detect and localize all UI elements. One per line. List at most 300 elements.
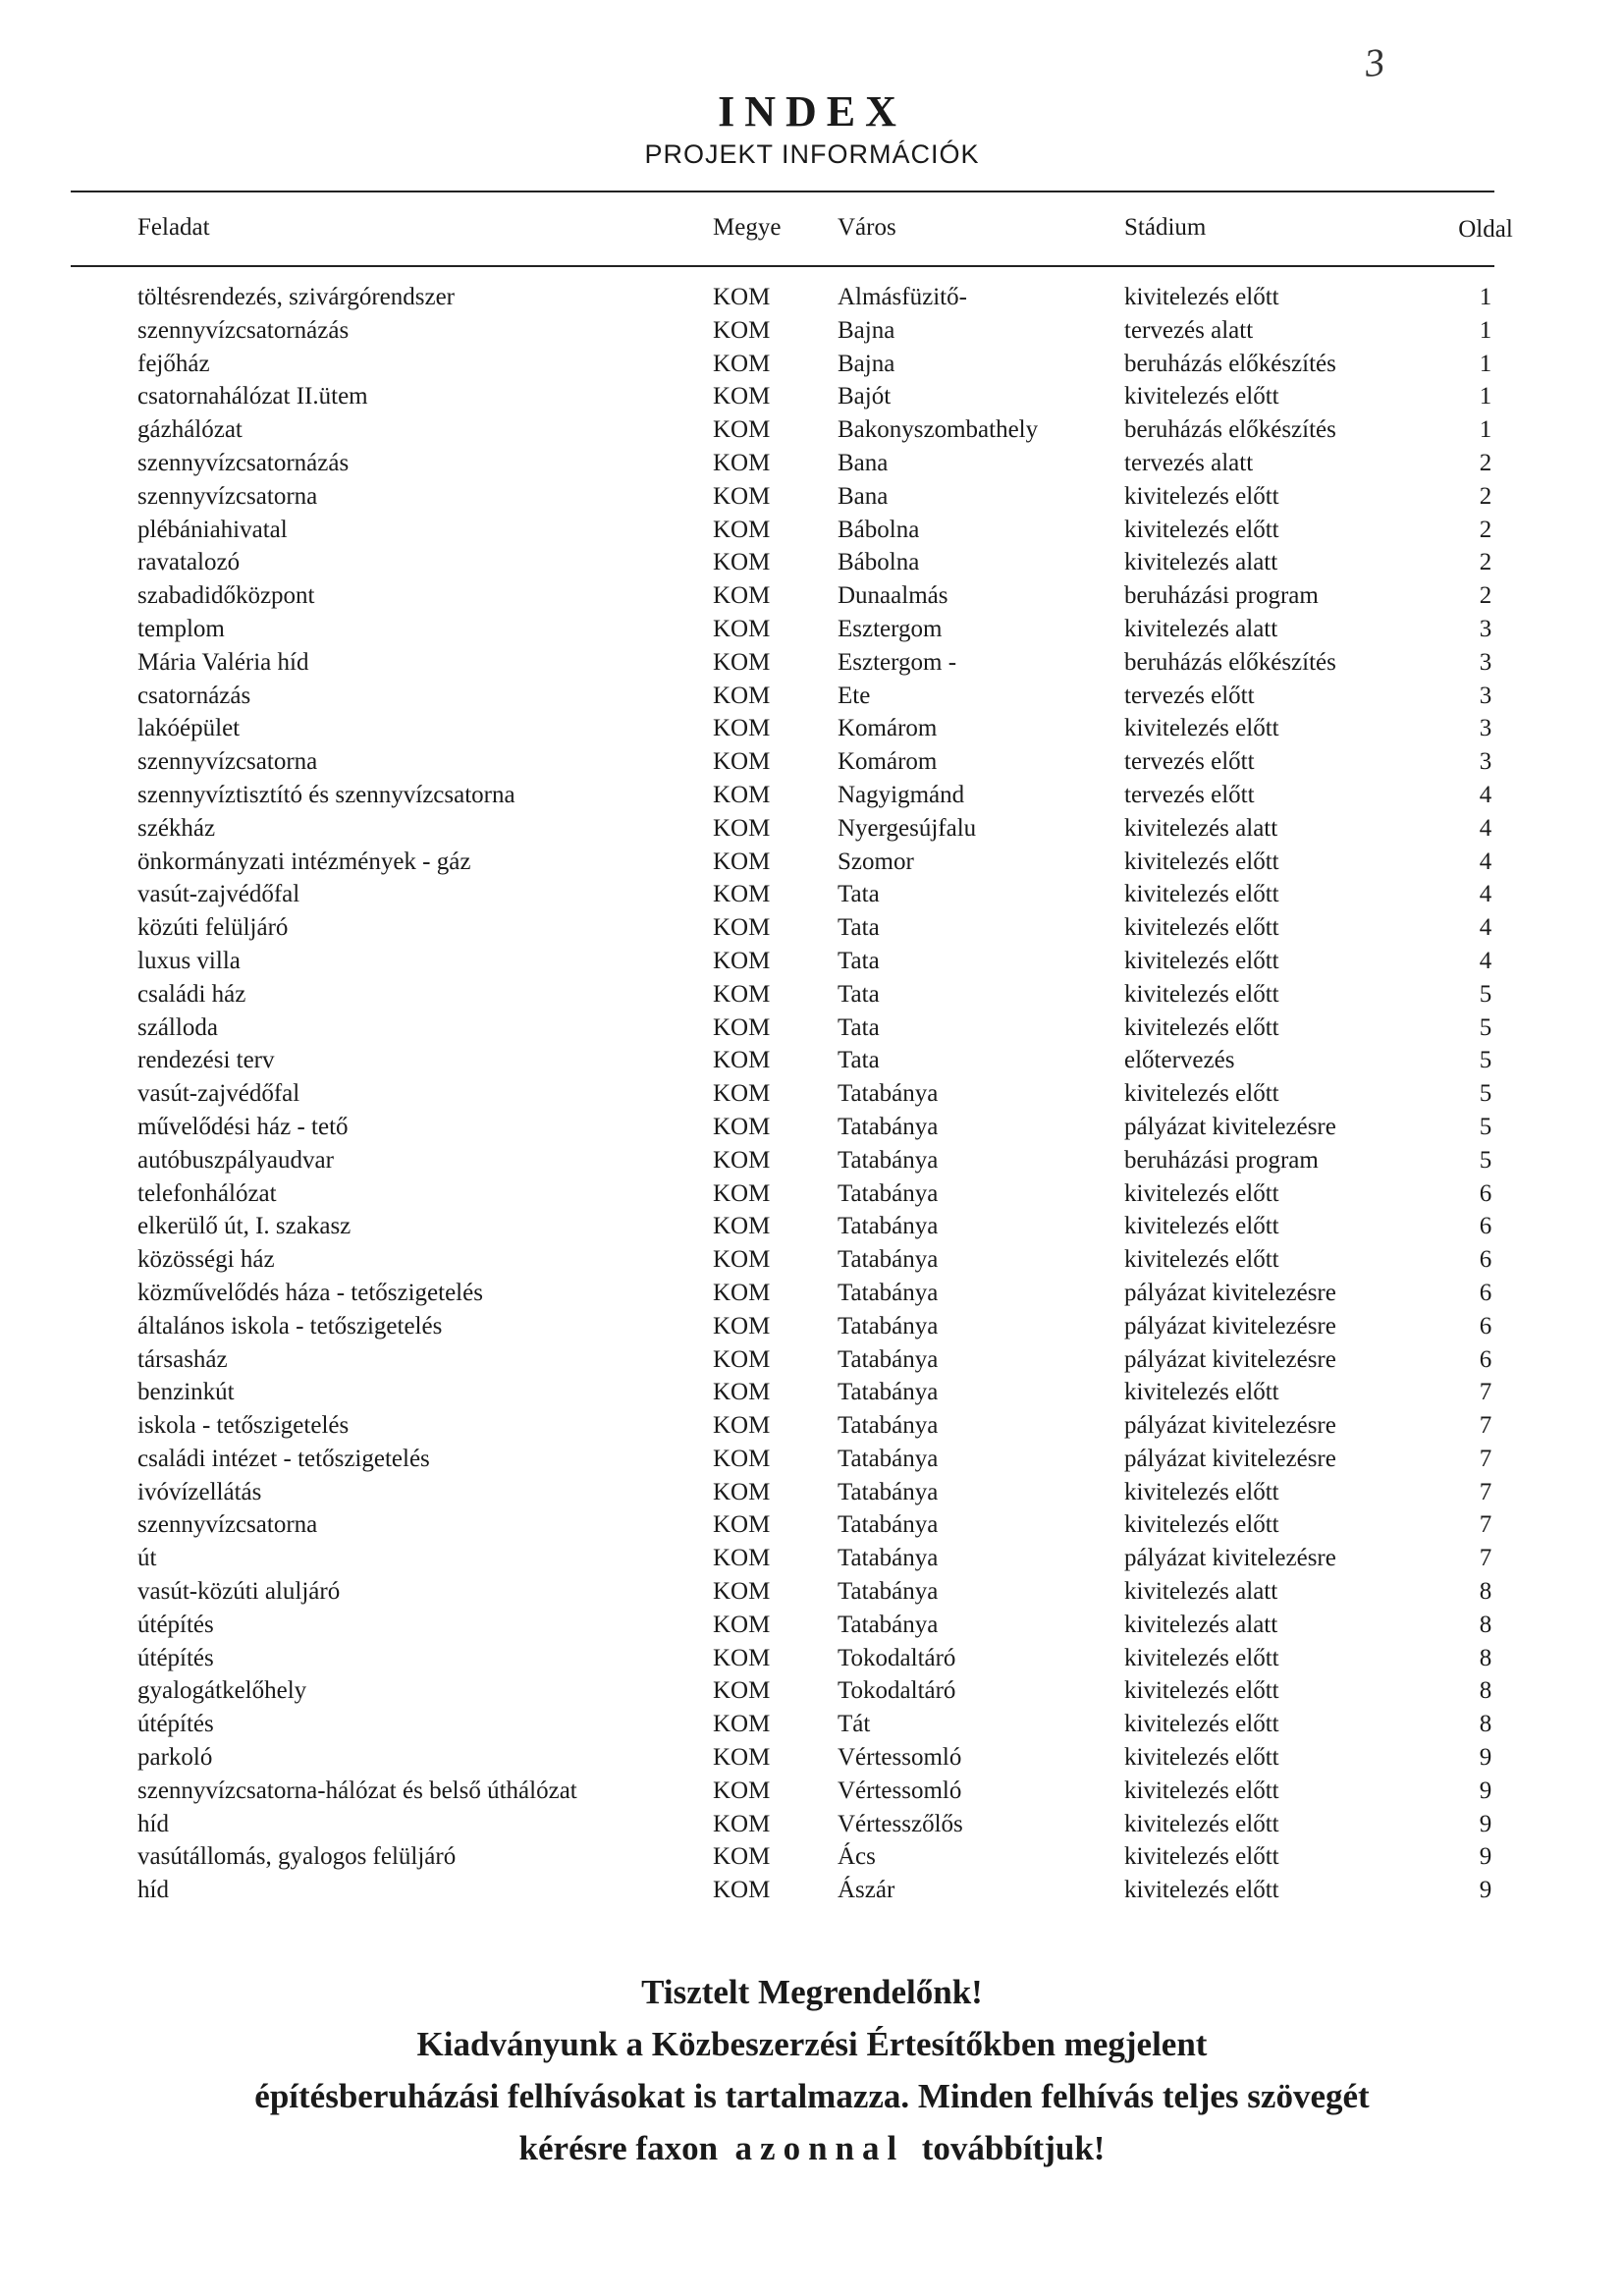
table-row <box>0 1011 1624 1045</box>
cell-feladat: művelődési ház - tető <box>137 1113 349 1140</box>
cell-varos: Tatabánya <box>838 1545 939 1572</box>
cell-oldal: 1 <box>1479 416 1492 444</box>
table-row <box>0 945 1624 978</box>
cell-feladat: híd <box>137 1810 169 1837</box>
notice-block <box>0 1966 1624 2174</box>
table-row <box>0 314 1624 348</box>
header-top-rule <box>71 191 1494 192</box>
table-row <box>0 1642 1624 1675</box>
cell-megye: KOM <box>713 1545 771 1572</box>
cell-feladat: útépítés <box>137 1711 214 1738</box>
cell-varos: Esztergom - <box>838 648 957 676</box>
cell-varos: Tatabánya <box>838 1478 939 1505</box>
cell-oldal: 2 <box>1479 449 1492 476</box>
cell-varos: Tatabánya <box>838 1578 939 1606</box>
cell-oldal: 4 <box>1479 947 1492 974</box>
cell-stadium: kivitelezés alatt <box>1124 1578 1278 1606</box>
cell-stadium: kivitelezés alatt <box>1124 814 1278 842</box>
cell-oldal: 8 <box>1479 1644 1492 1671</box>
cell-oldal: 1 <box>1479 316 1492 344</box>
cell-stadium: kivitelezés alatt <box>1124 549 1278 576</box>
cell-varos: Tatabánya <box>838 1611 939 1638</box>
cell-oldal: 9 <box>1479 1843 1492 1871</box>
cell-feladat: szennyvízcsatorna <box>137 1511 318 1539</box>
cell-stadium: tervezés előtt <box>1124 682 1255 709</box>
cell-oldal: 6 <box>1479 1179 1492 1207</box>
table-row <box>0 978 1624 1011</box>
cell-megye: KOM <box>713 682 771 709</box>
table-row <box>0 1874 1624 1907</box>
cell-stadium: kivitelezés előtt <box>1124 1379 1279 1406</box>
cell-oldal: 9 <box>1479 1877 1492 1904</box>
cell-feladat: szennyvízcsatorna-hálózat és belső úthálózat <box>137 1777 577 1804</box>
table-row <box>0 380 1624 413</box>
cell-oldal: 8 <box>1479 1677 1492 1705</box>
cell-megye: KOM <box>713 1080 771 1108</box>
cell-stadium: kivitelezés előtt <box>1124 383 1279 410</box>
cell-stadium: kivitelezés előtt <box>1124 1843 1279 1871</box>
table-row <box>0 1310 1624 1343</box>
cell-oldal: 5 <box>1479 1013 1492 1041</box>
cell-feladat: szabadidőközpont <box>137 582 315 610</box>
table-row <box>0 1243 1624 1277</box>
cell-varos: Dunaalmás <box>838 582 948 610</box>
table-row <box>0 514 1624 547</box>
cell-megye: KOM <box>713 1843 771 1871</box>
cell-megye: KOM <box>713 1744 771 1772</box>
notice-line-4 <box>0 2122 1624 2174</box>
cell-varos: Tát <box>838 1711 871 1738</box>
table-row <box>0 480 1624 514</box>
cell-oldal: 6 <box>1479 1246 1492 1274</box>
cell-megye: KOM <box>713 1777 771 1804</box>
cell-varos: Bana <box>838 449 889 476</box>
cell-megye: KOM <box>713 1445 771 1472</box>
cell-stadium: előtervezés <box>1124 1047 1235 1074</box>
cell-oldal: 4 <box>1479 914 1492 942</box>
cell-varos: Tatabánya <box>838 1511 939 1539</box>
cell-feladat: fejőház <box>137 350 210 377</box>
cell-feladat: út <box>137 1545 157 1572</box>
cell-stadium: kivitelezés előtt <box>1124 914 1279 942</box>
cell-megye: KOM <box>713 1345 771 1373</box>
cell-feladat: családi intézet - tetőszigetelés <box>137 1445 430 1472</box>
cell-oldal: 2 <box>1479 549 1492 576</box>
table-row <box>0 1409 1624 1443</box>
cell-megye: KOM <box>713 582 771 610</box>
cell-varos: Ács <box>838 1843 876 1871</box>
cell-feladat: templom <box>137 615 225 642</box>
cell-feladat: szennyvízcsatornázás <box>137 449 350 476</box>
cell-varos: Tatabánya <box>838 1179 939 1207</box>
cell-varos: Tatabánya <box>838 1279 939 1306</box>
cell-feladat: töltésrendezés, szivárgórendszer <box>137 284 456 310</box>
cell-varos: Tokodaltáró <box>838 1644 956 1671</box>
cell-megye: KOM <box>713 881 771 908</box>
table-row <box>0 1674 1624 1708</box>
cell-oldal: 3 <box>1479 748 1492 776</box>
cell-stadium: kivitelezés előtt <box>1124 1744 1279 1772</box>
cell-stadium: beruházás előkészítés <box>1124 350 1336 377</box>
table-row <box>0 1775 1624 1808</box>
table-row <box>0 1575 1624 1609</box>
cell-varos: Almásfüzitő- <box>838 284 967 310</box>
cell-megye: KOM <box>713 715 771 742</box>
table-row <box>0 447 1624 480</box>
cell-feladat: vasútállomás, gyalogos felüljáró <box>137 1843 457 1871</box>
cell-feladat: általános iskola - tetőszigetelés <box>137 1312 443 1339</box>
cell-oldal: 5 <box>1479 1080 1492 1108</box>
cell-varos: Tatabánya <box>838 1080 939 1108</box>
table-row <box>0 1077 1624 1111</box>
cell-feladat: Mária Valéria híd <box>137 648 309 676</box>
cell-oldal: 8 <box>1479 1711 1492 1738</box>
notice-line-4-c: továbbítjuk! <box>921 2129 1106 2167</box>
cell-varos: Tata <box>838 1047 880 1074</box>
cell-oldal: 2 <box>1479 482 1492 510</box>
cell-oldal: 5 <box>1479 980 1492 1008</box>
notice-line-3: építésberuházási felhívásokat is tartalmazza. Minden felhívás teljes szövegét <box>254 2077 1370 2115</box>
cell-feladat: gyalogátkelőhely <box>137 1677 307 1705</box>
table-row <box>0 413 1624 447</box>
cell-stadium: pályázat kivitelezésre <box>1124 1345 1336 1373</box>
cell-megye: KOM <box>713 1412 771 1440</box>
cell-oldal: 6 <box>1479 1213 1492 1240</box>
table-row <box>0 1542 1624 1575</box>
table-row <box>0 1840 1624 1874</box>
cell-feladat: lakóépület <box>137 715 241 742</box>
cell-feladat: útépítés <box>137 1644 214 1671</box>
cell-feladat: családi ház <box>137 980 246 1008</box>
notice-line-2: Kiadványunk a Közbeszerzési Értesítőkben megjelent <box>416 2025 1208 2063</box>
cell-feladat: csatornázás <box>137 682 251 709</box>
table-row <box>0 812 1624 846</box>
table-row <box>0 1443 1624 1476</box>
cell-oldal: 6 <box>1479 1345 1492 1373</box>
table-row <box>0 579 1624 613</box>
cell-feladat: társasház <box>137 1345 228 1373</box>
cell-feladat: vasút-zajvédőfal <box>137 1080 300 1108</box>
cell-oldal: 6 <box>1479 1279 1492 1306</box>
cell-oldal: 9 <box>1479 1744 1492 1772</box>
table-row <box>0 1708 1624 1741</box>
cell-feladat: híd <box>137 1877 169 1904</box>
cell-stadium: kivitelezés előtt <box>1124 1677 1279 1705</box>
table-row <box>0 779 1624 812</box>
cell-feladat: autóbuszpályaudvar <box>137 1146 334 1174</box>
cell-varos: Tatabánya <box>838 1246 939 1274</box>
cell-megye: KOM <box>713 1179 771 1207</box>
header-oldal: Oldal <box>1458 216 1513 243</box>
cell-megye: KOM <box>713 1478 771 1505</box>
table-row <box>0 613 1624 646</box>
cell-stadium: kivitelezés előtt <box>1124 980 1279 1008</box>
table-row <box>0 846 1624 879</box>
cell-oldal: 1 <box>1479 350 1492 377</box>
cell-megye: KOM <box>713 1047 771 1074</box>
cell-oldal: 2 <box>1479 516 1492 543</box>
cell-varos: Vértesszőlős <box>838 1810 963 1837</box>
cell-stadium: pályázat kivitelezésre <box>1124 1279 1336 1306</box>
cell-stadium: kivitelezés előtt <box>1124 482 1279 510</box>
cell-varos: Tokodaltáró <box>838 1677 956 1705</box>
cell-stadium: pályázat kivitelezésre <box>1124 1545 1336 1572</box>
cell-megye: KOM <box>713 615 771 642</box>
cell-varos: Bakonyszombathely <box>838 416 1039 444</box>
cell-varos: Nagyigmánd <box>838 781 965 808</box>
cell-oldal: 5 <box>1479 1047 1492 1074</box>
cell-megye: KOM <box>713 1113 771 1140</box>
table-row <box>0 1111 1624 1144</box>
cell-feladat: vasút-zajvédőfal <box>137 881 300 908</box>
cell-varos: Tata <box>838 947 880 974</box>
cell-megye: KOM <box>713 1279 771 1306</box>
cell-stadium: kivitelezés előtt <box>1124 1711 1279 1738</box>
cell-stadium: kivitelezés előtt <box>1124 1810 1279 1837</box>
cell-varos: Vértessomló <box>838 1744 962 1772</box>
cell-varos: Tatabánya <box>838 1445 939 1472</box>
cell-megye: KOM <box>713 648 771 676</box>
cell-oldal: 6 <box>1479 1312 1492 1339</box>
cell-stadium: tervezés alatt <box>1124 449 1254 476</box>
cell-varos: Tatabánya <box>838 1312 939 1339</box>
cell-varos: Nyergesújfalu <box>838 814 977 842</box>
cell-oldal: 3 <box>1479 648 1492 676</box>
cell-varos: Tatabánya <box>838 1379 939 1406</box>
cell-megye: KOM <box>713 1611 771 1638</box>
cell-oldal: 5 <box>1479 1113 1492 1140</box>
cell-feladat: szennyvízcsatorna <box>137 482 318 510</box>
cell-megye: KOM <box>713 416 771 444</box>
cell-megye: KOM <box>713 383 771 410</box>
cell-stadium: kivitelezés előtt <box>1124 1213 1279 1240</box>
cell-stadium: tervezés előtt <box>1124 781 1255 808</box>
cell-feladat: közösségi ház <box>137 1246 275 1274</box>
cell-varos: Bajót <box>838 383 892 410</box>
cell-megye: KOM <box>713 284 771 310</box>
cell-oldal: 4 <box>1479 881 1492 908</box>
cell-megye: KOM <box>713 1711 771 1738</box>
cell-varos: Komárom <box>838 715 938 742</box>
cell-stadium: kivitelezés előtt <box>1124 1777 1279 1804</box>
cell-feladat: elkerülő út, I. szakasz <box>137 1213 352 1240</box>
notice-greeting: Tisztelt Megrendelőnk! <box>641 1973 983 2011</box>
cell-megye: KOM <box>713 1511 771 1539</box>
cell-stadium: kivitelezés előtt <box>1124 284 1279 310</box>
cell-stadium: tervezés előtt <box>1124 748 1255 776</box>
cell-feladat: közúti felüljáró <box>137 914 289 942</box>
cell-megye: KOM <box>713 1644 771 1671</box>
cell-varos: Tata <box>838 1013 880 1041</box>
cell-megye: KOM <box>713 947 771 974</box>
table-row <box>0 1476 1624 1509</box>
cell-stadium: beruházás előkészítés <box>1124 416 1336 444</box>
cell-varos: Bajna <box>838 350 895 377</box>
table-row <box>0 878 1624 911</box>
table-row <box>0 1210 1624 1243</box>
cell-stadium: pályázat kivitelezésre <box>1124 1445 1336 1472</box>
cell-stadium: kivitelezés előtt <box>1124 516 1279 543</box>
cell-varos: Vértessomló <box>838 1777 962 1804</box>
cell-feladat: csatornahálózat II.ütem <box>137 383 368 410</box>
table-row <box>0 1609 1624 1642</box>
cell-feladat: szennyvízcsatorna <box>137 748 318 776</box>
cell-varos: Tatabánya <box>838 1146 939 1174</box>
cell-stadium: pályázat kivitelezésre <box>1124 1312 1336 1339</box>
cell-megye: KOM <box>713 1379 771 1406</box>
cell-oldal: 9 <box>1479 1777 1492 1804</box>
cell-varos: Komárom <box>838 748 938 776</box>
cell-oldal: 7 <box>1479 1445 1492 1472</box>
cell-varos: Tata <box>838 980 880 1008</box>
cell-megye: KOM <box>713 1877 771 1904</box>
cell-feladat: luxus villa <box>137 947 241 974</box>
cell-varos: Ászár <box>838 1877 895 1904</box>
page-subtitle: PROJEKT INFORMÁCIÓK <box>644 139 980 169</box>
cell-stadium: tervezés alatt <box>1124 316 1254 344</box>
page-title: INDEX <box>718 87 906 136</box>
cell-stadium: kivitelezés előtt <box>1124 715 1279 742</box>
cell-stadium: beruházási program <box>1124 1146 1319 1174</box>
cell-stadium: kivitelezés előtt <box>1124 847 1279 875</box>
cell-oldal: 2 <box>1479 582 1492 610</box>
cell-stadium: kivitelezés előtt <box>1124 1877 1279 1904</box>
cell-megye: KOM <box>713 1810 771 1837</box>
cell-megye: KOM <box>713 1146 771 1174</box>
cell-oldal: 9 <box>1479 1810 1492 1837</box>
cell-stadium: pályázat kivitelezésre <box>1124 1412 1336 1440</box>
cell-feladat: önkormányzati intézmények - gáz <box>137 847 471 875</box>
cell-megye: KOM <box>713 316 771 344</box>
cell-megye: KOM <box>713 449 771 476</box>
cell-oldal: 4 <box>1479 781 1492 808</box>
table-row <box>0 1277 1624 1310</box>
table-row <box>0 546 1624 579</box>
notice-line-4-b: azonnal <box>734 2129 905 2167</box>
cell-megye: KOM <box>713 516 771 543</box>
cell-megye: KOM <box>713 980 771 1008</box>
cell-varos: Tata <box>838 881 880 908</box>
header-feladat: Feladat <box>137 214 210 241</box>
cell-oldal: 3 <box>1479 715 1492 742</box>
table-row <box>0 1044 1624 1077</box>
cell-varos: Tatabánya <box>838 1412 939 1440</box>
cell-oldal: 5 <box>1479 1146 1492 1174</box>
cell-feladat: parkoló <box>137 1744 213 1772</box>
cell-stadium: beruházás előkészítés <box>1124 648 1336 676</box>
table-row <box>0 712 1624 745</box>
cell-oldal: 7 <box>1479 1379 1492 1406</box>
cell-stadium: kivitelezés előtt <box>1124 881 1279 908</box>
table-row <box>0 1808 1624 1841</box>
cell-oldal: 7 <box>1479 1511 1492 1539</box>
table-row <box>0 1376 1624 1409</box>
cell-feladat: szálloda <box>137 1013 218 1041</box>
table-row <box>0 281 1624 314</box>
cell-megye: KOM <box>713 482 771 510</box>
table-row <box>0 1177 1624 1211</box>
cell-varos: Ete <box>838 682 871 709</box>
table-row <box>0 1343 1624 1377</box>
cell-megye: KOM <box>713 781 771 808</box>
cell-varos: Bábolna <box>838 516 920 543</box>
cell-oldal: 4 <box>1479 847 1492 875</box>
cell-feladat: ivóvízellátás <box>137 1478 262 1505</box>
cell-varos: Bana <box>838 482 889 510</box>
cell-stadium: kivitelezés alatt <box>1124 1611 1278 1638</box>
cell-oldal: 1 <box>1479 383 1492 410</box>
header-megye: Megye <box>713 214 782 241</box>
cell-oldal: 8 <box>1479 1578 1492 1606</box>
cell-feladat: rendezési terv <box>137 1047 275 1074</box>
cell-varos: Tatabánya <box>838 1345 939 1373</box>
cell-megye: KOM <box>713 1013 771 1041</box>
cell-megye: KOM <box>713 549 771 576</box>
cell-oldal: 3 <box>1479 682 1492 709</box>
cell-stadium: kivitelezés előtt <box>1124 1013 1279 1041</box>
cell-megye: KOM <box>713 748 771 776</box>
cell-feladat: ravatalozó <box>137 549 241 576</box>
cell-stadium: kivitelezés előtt <box>1124 947 1279 974</box>
header-bottom-rule <box>71 265 1494 267</box>
cell-stadium: kivitelezés előtt <box>1124 1478 1279 1505</box>
cell-megye: KOM <box>713 914 771 942</box>
cell-feladat: útépítés <box>137 1611 214 1638</box>
cell-feladat: szennyvízcsatornázás <box>137 316 350 344</box>
cell-stadium: pályázat kivitelezésre <box>1124 1113 1336 1140</box>
cell-oldal: 8 <box>1479 1611 1492 1638</box>
index-table-body <box>0 281 1624 1907</box>
cell-stadium: kivitelezés előtt <box>1124 1179 1279 1207</box>
cell-feladat: plébániahivatal <box>137 516 288 543</box>
cell-feladat: benzinkút <box>137 1379 235 1406</box>
table-row <box>0 1741 1624 1775</box>
cell-stadium: kivitelezés előtt <box>1124 1644 1279 1671</box>
cell-feladat: vasút-közúti aluljáró <box>137 1578 341 1606</box>
cell-megye: KOM <box>713 1677 771 1705</box>
cell-oldal: 3 <box>1479 615 1492 642</box>
cell-oldal: 7 <box>1479 1412 1492 1440</box>
cell-varos: Bábolna <box>838 549 920 576</box>
cell-varos: Szomor <box>838 847 914 875</box>
cell-megye: KOM <box>713 1578 771 1606</box>
cell-megye: KOM <box>713 814 771 842</box>
cell-stadium: kivitelezés előtt <box>1124 1246 1279 1274</box>
header-stadium: Stádium <box>1124 214 1207 241</box>
cell-oldal: 7 <box>1479 1545 1492 1572</box>
cell-megye: KOM <box>713 1213 771 1240</box>
cell-feladat: iskola - tetőszigetelés <box>137 1412 350 1440</box>
cell-feladat: székház <box>137 814 216 842</box>
cell-stadium: kivitelezés előtt <box>1124 1080 1279 1108</box>
cell-stadium: kivitelezés alatt <box>1124 615 1278 642</box>
cell-varos: Bajna <box>838 316 895 344</box>
cell-oldal: 7 <box>1479 1478 1492 1505</box>
table-row <box>0 1144 1624 1177</box>
cell-megye: KOM <box>713 350 771 377</box>
table-row <box>0 745 1624 779</box>
table-row <box>0 348 1624 381</box>
cell-oldal: 4 <box>1479 814 1492 842</box>
cell-stadium: kivitelezés előtt <box>1124 1511 1279 1539</box>
header-varos: Város <box>838 214 896 241</box>
handwritten-page-number: 3 <box>1362 39 1387 85</box>
cell-varos: Tata <box>838 914 880 942</box>
table-row <box>0 1508 1624 1542</box>
cell-feladat: telefonhálózat <box>137 1179 277 1207</box>
table-header <box>0 214 1624 249</box>
cell-megye: KOM <box>713 1246 771 1274</box>
